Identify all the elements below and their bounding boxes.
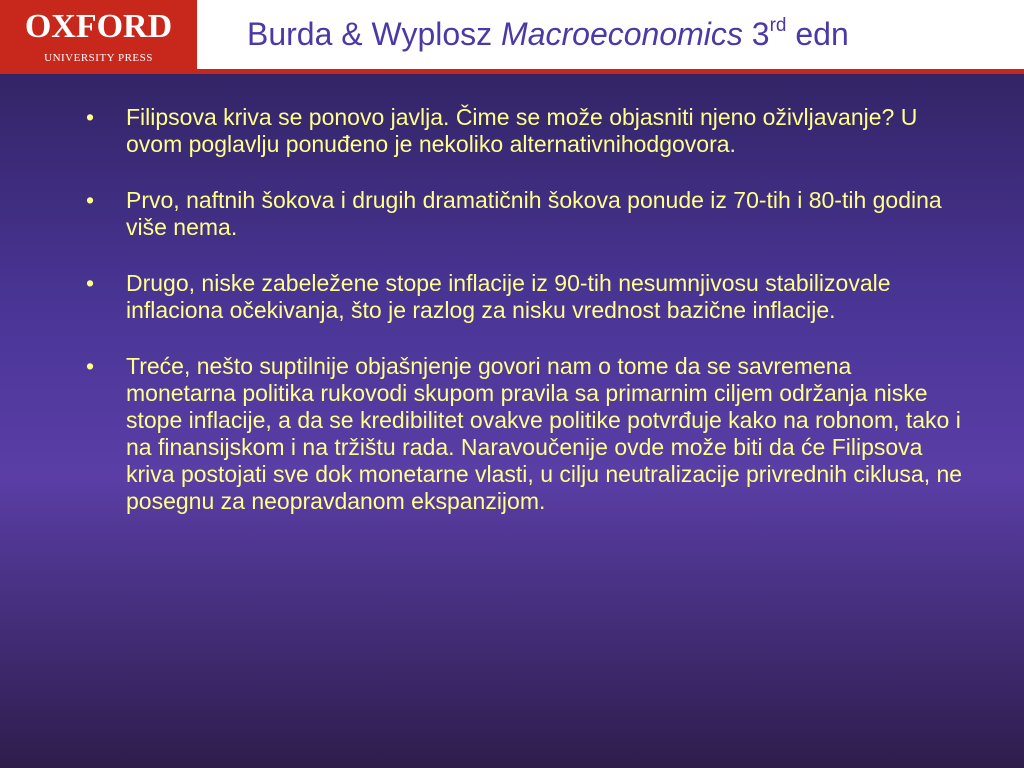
logo-main-text: OXFORD: [24, 8, 173, 45]
bullet-item: [84, 104, 964, 158]
slide-title: [247, 14, 849, 54]
slide-body: [84, 104, 964, 544]
bullet-item: [84, 353, 964, 515]
title-prefix: Burda & Wyplosz: [247, 16, 502, 52]
title-edition: 3: [742, 16, 770, 52]
bullet-dot: •: [86, 104, 95, 130]
bullet-item: [84, 270, 964, 324]
bullet-dot: •: [86, 187, 95, 213]
title-superscript: rd: [769, 15, 787, 36]
bullet-text: Treće, nešto suptilnije objašnjenje govori nam o tome da se savremena monetarna politika rukovodi skupom pravila sa primarnim ciljem održanja niske stope inflacije, a da se kredibilitet ovakve politike potvrđuje kako na robnom, tako i na finansijskom i na tržištu rada. Naravoučenije ovde može biti da će Filipsova kriva postojati sve dok monetarne vlasti, u cilju neutralizacije privrednih ciklusa, ne posegnu za neopravdanom ekspanzijom.: [126, 353, 963, 514]
title-book-name: Macroeconomics: [501, 16, 743, 52]
bullet-list: [84, 104, 964, 515]
bullet-dot: •: [86, 353, 95, 379]
oxford-logo: [0, 0, 197, 70]
title-suffix: edn: [786, 16, 849, 52]
bullet-item: [84, 187, 964, 241]
bullet-text: Drugo, niske zabeležene stope inflacije iz 90-tih nesumnjivosu stabilizovale inflaciona očekivanja, što je razlog za nisku vrednost bazične inflacije.: [126, 270, 891, 323]
slide-header: [0, 0, 1024, 74]
bullet-text: Filipsova kriva se ponovo javlja. Čime se može objasniti njeno oživljavanje? U ovom poglavlju ponuđeno je nekoliko alternativnihodgovora.: [126, 104, 918, 157]
bullet-dot: •: [86, 270, 95, 296]
header-divider: [0, 69, 1024, 74]
bullet-text: Prvo, naftnih šokova i drugih dramatičnih šokova ponude iz 70-tih i 80-tih godina više nema.: [126, 187, 942, 240]
logo-sub-text: UNIVERSITY PRESS: [44, 52, 153, 64]
